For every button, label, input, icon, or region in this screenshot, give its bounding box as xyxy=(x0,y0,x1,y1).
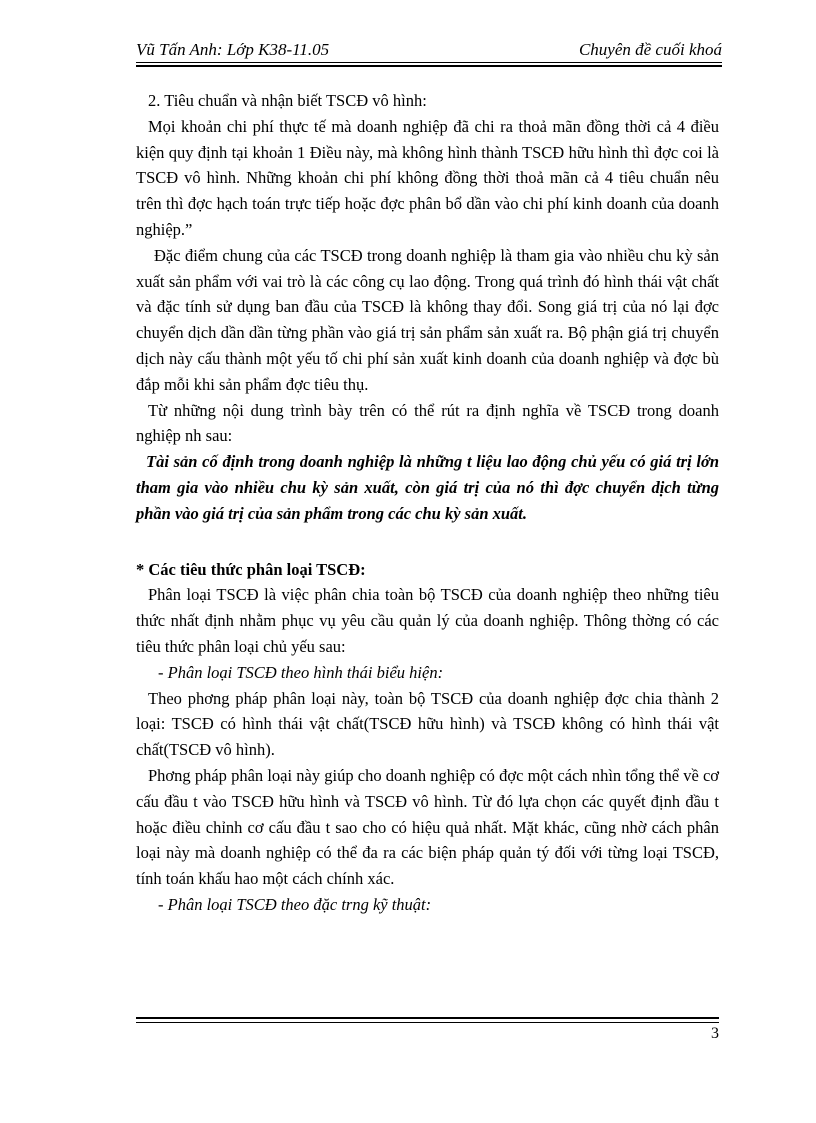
definition-paragraph: Tài sản cố định trong doanh nghiệp là những t liệu lao động chủ yếu có giá trị lớn tham gia vào nhiều chu kỳ sản xuất, còn giá trị của nó thì đợc chuyển dịch từng phần vào giá trị của sản phẩm trong các chu kỳ sản xuất. xyxy=(136,452,719,523)
section-title: * Các tiêu thức phân loại TSCĐ: xyxy=(136,559,366,579)
header-author: Vũ Tấn Anh: Lớp K38-11.05 xyxy=(136,40,330,59)
paragraph: Đặc điểm chung của các TSCĐ trong doanh nghiệp là tham gia vào nhiều chu kỳ sản xuất sản phẩm với vai trò là các công cụ lao động. Trong quá trình đó hình thái vật chất và đặc tính sử dụng ban đầu của TSCĐ là không thay đổi. Song giá trị của nó lại đợc chuyển dịch dần dần từng phần vào giá trị sản phẩm sản xuất ra. Bộ phận giá trị chuyển dịch này cấu thành một yếu tố chi phí sản xuất kinh doanh của doanh nghiệp và đợc bù đắp mỗi khi sản phẩm đợc tiêu thụ. xyxy=(136,245,719,394)
paragraph: Từ những nội dung trình bày trên có thể rút ra định nghĩa về TSCĐ trong doanh nghiệp nh sau: xyxy=(136,400,719,446)
page-header xyxy=(136,36,722,64)
paragraph: Phân loại TSCĐ là việc phân chia toàn bộ TSCĐ của doanh nghiệp theo những tiêu thức nhất định nhằm phục vụ yêu cầu quản lý của doanh nghiệp. Thông thờng có các tiêu thức phân loại chủ yếu sau: xyxy=(136,585,719,656)
paragraph: Theo phơng pháp phân loại này, toàn bộ TSCĐ của doanh nghiệp đợc chia thành 2 loại: TSCĐ có hình thái vật chất(TSCĐ hữu hình) và TSCĐ không có hình thái vật chất(TSCĐ vô hình). xyxy=(136,688,719,760)
paragraph: Phơng pháp phân loại này giúp cho doanh nghiệp có đợc một cách nhìn tổng thể về cơ cấu đầu t vào TSCĐ hữu hình và TSCĐ vô hình. Từ đó lựa chọn các quyết định đầu t hoặc điều chỉnh cơ cấu đầu t sao cho có hiệu quả nhất. Mặt khác, cũng nhờ cách phân loại này mà doanh nghiệp có thể đa ra các biện pháp quản tý đối với từng loại TSCĐ, tính toán khấu hao một cách chính xác. xyxy=(136,765,719,889)
page-number: 3 xyxy=(711,1025,719,1042)
paragraph: Mọi khoản chi phí thực tế mà doanh nghiệp đã chi ra thoả mãn đồng thời cả 4 điều kiện quy định tại khoản 1 Điều này, mà không hình thành TSCĐ hữu hình thì đợc coi là TSCĐ vô hình. Những khoản chi phí không đồng thời thoả mãn cả 4 tiêu chuẩn nêu trên thì đợc hạch toán trực tiếp hoặc đợc phân bổ dần vào chi phí kinh doanh của doanh nghiệp.” xyxy=(136,116,719,239)
document-body xyxy=(136,88,719,918)
footer-divider-thick xyxy=(136,1017,719,1019)
header-divider xyxy=(136,62,722,63)
header-divider-thick xyxy=(136,65,722,67)
subsection-heading: 2. Tiêu chuẩn và nhận biết TSCĐ vô hình: xyxy=(148,91,427,110)
footer-divider xyxy=(136,1022,719,1023)
sub-heading: - Phân loại TSCĐ theo hình thái biểu hiện: xyxy=(158,662,444,682)
header-doc-title: Chuyên đề cuối khoá xyxy=(578,40,722,59)
sub-heading: - Phân loại TSCĐ theo đặc trng kỹ thuật: xyxy=(158,894,432,914)
